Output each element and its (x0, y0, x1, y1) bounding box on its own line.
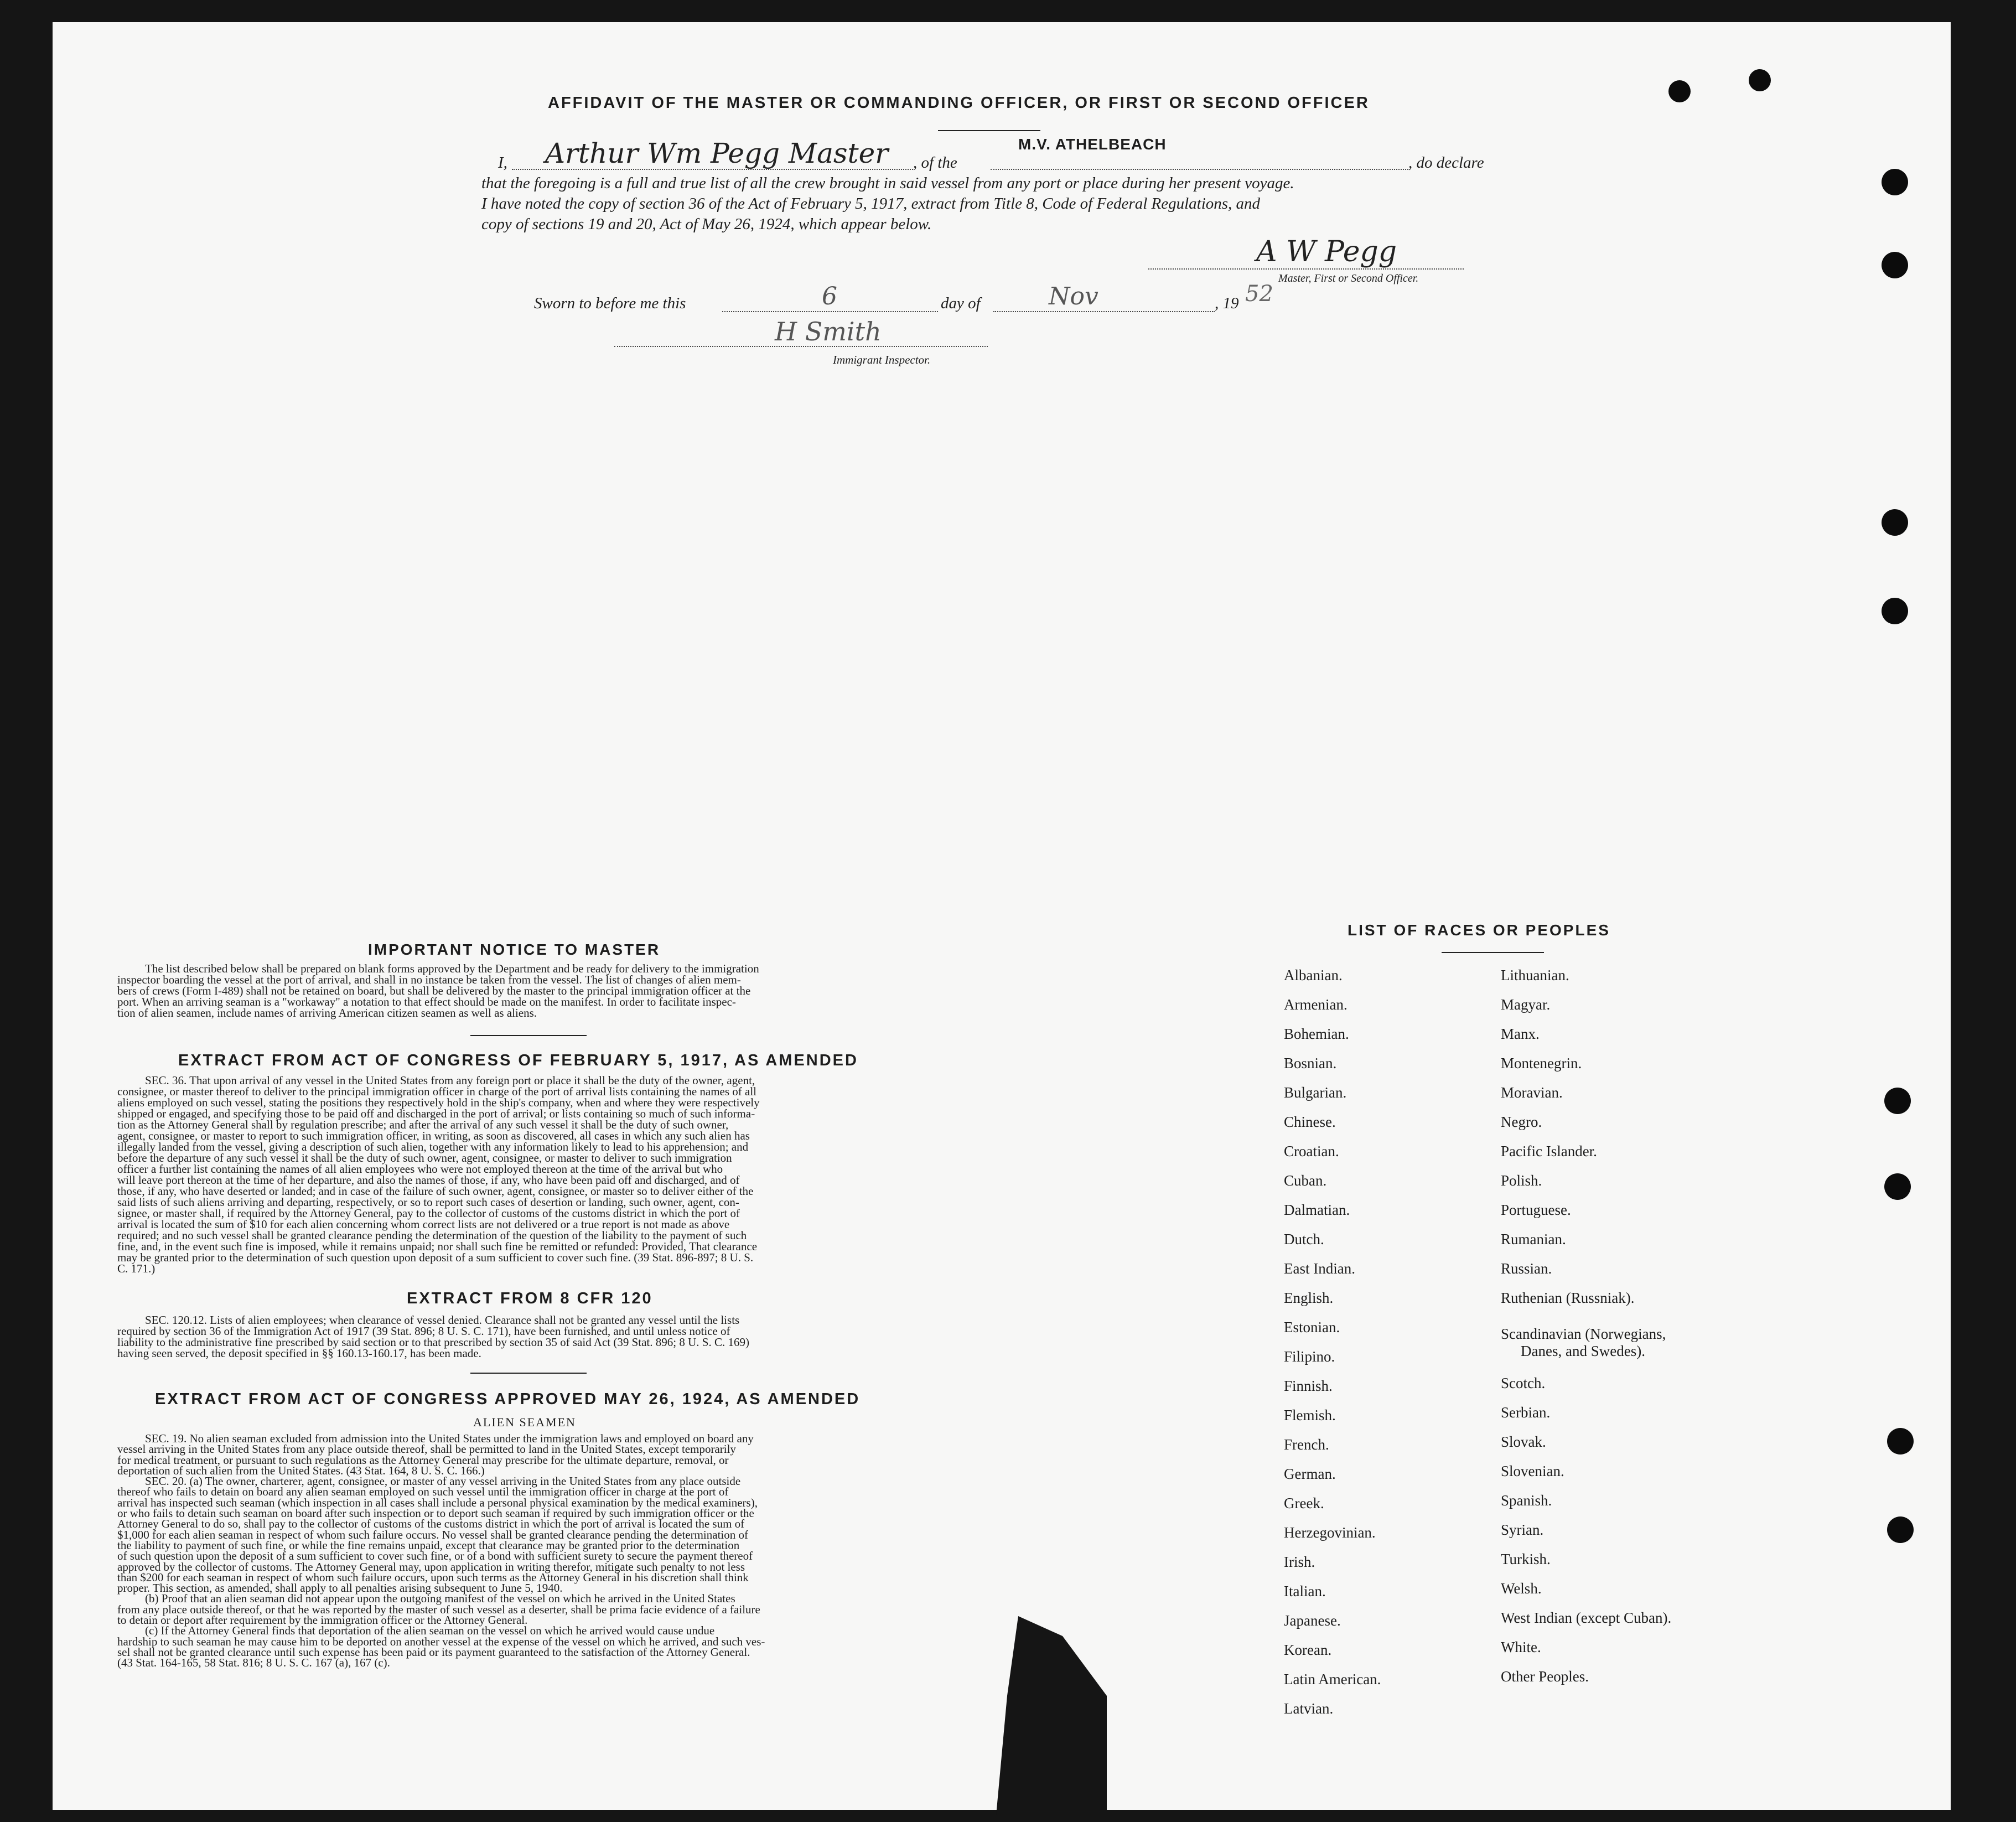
text-line: deportation of such alien from the United States. (43 Stat. 164, 8 U. S. C. 166.) (117, 1463, 485, 1477)
divider (938, 130, 1040, 131)
race-item: Serbian. (1501, 1404, 1551, 1421)
text-line: agent, consignee, or master to report to such immigration officer, in writing, as soon as discovered, all cases in which any such alien has (117, 1129, 750, 1142)
signature-caption: Master, First or Second Officer. (1278, 272, 1419, 284)
extract-cfr-title: EXTRACT FROM 8 CFR 120 (407, 1290, 653, 1307)
text-line: (b) Proof that an alien seaman did not appear upon the outgoing manifest of the vessel on which he arrived in the United States (145, 1592, 735, 1606)
punch-hole (1884, 1173, 1911, 1200)
race-item: Welsh. (1501, 1580, 1542, 1597)
text-line: bers of crews (Form I-489) shall not be retained on board, but shall be delivered by the master to the principal immigration officer at the (117, 984, 751, 997)
race-item: Slovenian. (1501, 1463, 1564, 1479)
race-item: English. (1284, 1290, 1334, 1306)
text-line: fine, and, in the event such fine is imposed, while it remains unpaid; nor shall such fine be remitted or refunded: Provided, That clearance (117, 1240, 758, 1253)
text-line: thereof who fails to detain on board any alien seaman employed on such vessel until the immigration officer in charge at the port of (117, 1485, 729, 1499)
punch-hole (1887, 1516, 1914, 1543)
vessel-line (991, 169, 1408, 170)
text-line: than $200 for each seaman in respect of whom such failure occurs, upon such terms as the Attorney General in his discretion shall think (117, 1570, 749, 1584)
text-line: officer a further list containing the names of all alien employees who were not employed thereon at the time of the arrival but who (117, 1162, 723, 1176)
punch-hole (1884, 1088, 1911, 1114)
text-line: having seen served, the deposit specified in §§ 160.13-160.17, has been made. (117, 1347, 481, 1360)
name-line (512, 169, 913, 170)
extract-1924-text (117, 1433, 942, 1669)
text-line: SEC. 19. No alien seaman excluded from admission into the United States under the immigration laws and employed on board any (145, 1432, 754, 1445)
race-item: Estonian. (1284, 1319, 1340, 1336)
text-line: before the departure of any such vessel it shall be the duty of such owner, agent, consignee, or master to deliver to such immigration (117, 1151, 732, 1164)
race-item: Bosnian. (1284, 1055, 1337, 1072)
notice-text (117, 963, 942, 1018)
day-value: 6 (822, 282, 837, 310)
extract-1917-title: EXTRACT FROM ACT OF CONGRESS OF FEBRUARY 5, 1917, AS AMENDED (178, 1052, 858, 1069)
sworn-label: Sworn to before me this (534, 294, 686, 312)
race-item: Ruthenian (Russniak). (1501, 1290, 1635, 1306)
race-item: Dutch. (1284, 1231, 1324, 1248)
race-item: Bohemian. (1284, 1026, 1349, 1042)
signature-line (1148, 268, 1464, 270)
race-item: Lithuanian. (1501, 967, 1569, 984)
text-line: tion of alien seamen, include names of arriving American citizen seamen as well as aliens. (117, 1006, 537, 1019)
races-title: LIST OF RACES OR PEOPLES (1348, 922, 1610, 939)
race-item: Polish. (1501, 1172, 1542, 1189)
race-item: Irish. (1284, 1554, 1315, 1570)
race-item: Negro. (1501, 1114, 1542, 1130)
divider (470, 1035, 587, 1036)
race-item: Filipino. (1284, 1348, 1335, 1365)
text-line: vessel arriving in the United States from any place outside thereof, shall be permitted to land in the United States, except temporarily (117, 1442, 736, 1456)
extract-cfr-text (117, 1314, 942, 1359)
text-line: liability to the administrative fine prescribed by said section or to that prescribed by section 35 of said Act (39 Stat. 896; 8 U. S. C. 169) (117, 1336, 749, 1349)
race-item: Greek. (1284, 1495, 1324, 1512)
text-line: said lists of such aliens arriving and departing, respectively, or so to report such cases of desertion or landing, such owner, agent, con- (117, 1195, 739, 1209)
text-line: arrival has inspected such seaman (which inspection in all cases shall include a personal physical examination by the medical examiners), (117, 1495, 758, 1509)
day-of-label: day of (941, 294, 981, 312)
race-item: Croatian. (1284, 1143, 1339, 1160)
text-line: arrival is located the sum of $10 for each alien concerning whom correct lists are not delivered or a true report is not made as above (117, 1218, 730, 1231)
race-item: Finnish. (1284, 1378, 1333, 1394)
text-line: C. 171.) (117, 1262, 156, 1275)
race-item: East Indian. (1284, 1260, 1355, 1277)
race-item: Armenian. (1284, 996, 1348, 1013)
race-item: Moravian. (1501, 1084, 1563, 1101)
text-line: hardship to such seaman he may cause him to be deported on another vessel at the expense of the vessel on which he arrived, and such ves- (117, 1634, 765, 1648)
affidavit-title: AFFIDAVIT OF THE MASTER OR COMMANDING OFFICER, OR FIRST OR SECOND OFFICER (548, 94, 1370, 112)
master-signature: A W Pegg (1256, 235, 1397, 268)
text-line: of such question upon the deposit of a sum sufficient to cover such fine, or of a bond with sufficient surety to secure the payment thereof (117, 1549, 753, 1563)
text-line: signee, or master shall, if required by the Attorney General, pay to the collector of customs of the customs district in which the port of (117, 1207, 740, 1220)
text-line: to detain or deport after requirement by the immigration officer or the Attorney General. (117, 1613, 528, 1627)
race-item: Herzegovinian. (1284, 1524, 1376, 1541)
race-item: Spanish. (1501, 1492, 1552, 1509)
affidavit-line-4: copy of sections 19 and 20, Act of May 26, 1924, which appear below. (481, 215, 932, 233)
affidavit-line-3: I have noted the copy of section 36 of the Act of February 5, 1917, extract from Title 8, Code of Federal Regulations, and (481, 195, 1261, 213)
text-line: The list described below shall be prepared on blank forms approved by the Department and be ready for delivery to the immigration (145, 962, 759, 975)
race-item: Dalmatian. (1284, 1202, 1350, 1218)
race-item: Manx. (1501, 1026, 1540, 1042)
punch-hole (1882, 598, 1908, 624)
month-value: Nov (1049, 282, 1098, 310)
text-line: $1,000 for each alien seaman in respect of whom such failure occurs. No vessel shall be granted clearance pending the determination of (117, 1528, 748, 1541)
year-prefix: , 19 (1215, 294, 1239, 312)
punch-hole (1668, 80, 1691, 102)
text-line: those, if any, who have deserted or landed; and in case of the failure of such owner, agent, consignee, or master so to deliver either of the (117, 1184, 754, 1198)
race-item: Magyar. (1501, 996, 1551, 1013)
do-declare-label: , do declare (1408, 154, 1484, 172)
text-line: sel shall not be granted clearance until such expense has been paid or its payment guaranteed to the satisfaction of the Attorney General. (117, 1645, 750, 1659)
race-item: Korean. (1284, 1642, 1332, 1658)
race-item: Rumanian. (1501, 1231, 1566, 1248)
text-line: aliens employed on such vessel, stating the positions they respectively hold in the ship's company, when and where they were respectively (117, 1096, 760, 1109)
day-line (722, 311, 938, 312)
race-item: Latvian. (1284, 1700, 1334, 1717)
inspector-line (614, 346, 988, 347)
text-line: SEC. 120.12. Lists of alien employees; when clearance of vessel denied. Clearance shall not be granted any vessel until the lists (145, 1313, 740, 1327)
text-line: Attorney General to do so, shall pay to the collector of customs of the customs district in which the port of arrival is located the sum of (117, 1517, 745, 1531)
extract-1924-title: EXTRACT FROM ACT OF CONGRESS APPROVED MAY 26, 1924, AS AMENDED (155, 1390, 861, 1408)
race-item: Other Peoples. (1501, 1668, 1589, 1685)
inspector-signature: H Smith (775, 317, 882, 346)
race-item: Scotch. (1501, 1375, 1546, 1391)
race-item: Russian. (1501, 1260, 1552, 1277)
race-item: Albanian. (1284, 967, 1343, 984)
divider (1442, 952, 1544, 953)
punch-hole (1887, 1428, 1914, 1455)
text-line: proper. This section, as amended, shall apply to all penalties arising subsequent to June 5, 1940. (117, 1581, 563, 1595)
notice-title: IMPORTANT NOTICE TO MASTER (368, 941, 661, 958)
text-line: will leave port thereon at the time of her departure, and also the names of those, if any, who have been paid off and discharged, and of (117, 1173, 740, 1187)
text-line: required by section 36 of the Immigration Act of 1917 (39 Stat. 896; 8 U. S. C. 171), have been furnished, and until unless notice of (117, 1324, 730, 1338)
text-line: or who fails to detain such seaman on board after such inspection or to deport such seaman if required by such immigration officer or the (117, 1507, 754, 1520)
text-line: (43 Stat. 164-165, 58 Stat. 816; 8 U. S. C. 167 (a), 167 (c). (117, 1656, 390, 1670)
race-item: Chinese. (1284, 1114, 1336, 1130)
text-line: the liability to payment of such fine, or while the fine remains unpaid, except that clearance may be granted prior to the determination (117, 1538, 740, 1552)
extract-1924-subtitle: ALIEN SEAMEN (473, 1415, 576, 1429)
month-line (993, 311, 1215, 312)
text-line: SEC. 20. (a) The owner, charterer, agent, consignee, or master of any vessel arriving in the United States from any place outside (145, 1474, 741, 1488)
text-line: for medical treatment, or pursuant to such regulations as the Attorney General may prescribe for the ultimate departure, removal, or (117, 1453, 729, 1467)
extract-1917-text (117, 1075, 942, 1274)
punch-hole (1882, 252, 1908, 278)
text-line: inspector boarding the vessel at the port of arrival, and shall in no instance be taken from the vessel. The list of changes of alien mem- (117, 973, 741, 986)
race-item: West Indian (except Cuban). (1501, 1609, 1672, 1626)
race-item: French. (1284, 1436, 1329, 1453)
race-item: White. (1501, 1639, 1541, 1655)
text-line: shipped or engaged, and specifying those to be paid off and discharged in the port of arrival; or lists containing so much of such informa- (117, 1107, 755, 1120)
race-item: Bulgarian. (1284, 1084, 1347, 1101)
vessel-name: M.V. ATHELBEACH (1018, 136, 1167, 153)
race-item: Portuguese. (1501, 1202, 1571, 1218)
race-item: Japanese. (1284, 1612, 1341, 1629)
divider (470, 1373, 587, 1374)
punch-hole (1882, 509, 1908, 536)
race-item: German. (1284, 1466, 1336, 1482)
text-line: illegally landed from the vessel, giving a description of such alien, together with any information likely to lead to his apprehension; and (117, 1140, 749, 1153)
i-label: I, (498, 154, 507, 172)
race-item: Danes, and Swedes). (1521, 1343, 1645, 1359)
handwritten-master-name: Arthur Wm Pegg Master (545, 137, 889, 169)
text-line: SEC. 36. That upon arrival of any vessel in the United States from any foreign port or place it shall be the duty of the owner, agent, (145, 1074, 755, 1087)
text-line: approved by the collector of customs. The Attorney General may, upon application in writing therefor, mitigate such penalty to not less (117, 1560, 745, 1573)
punch-hole (1882, 169, 1908, 195)
race-item: Flemish. (1284, 1407, 1336, 1424)
punch-hole (1749, 69, 1771, 91)
race-item: Latin American. (1284, 1671, 1381, 1688)
text-line: port. When an arriving seaman is a "workaway" a notation to that effect should be made on the manifest. In order to facilitate inspec- (117, 995, 736, 1008)
text-line: consignee, or master thereof to deliver to the principal immigration officer in charge of the port of arrival lists containing the names of all (117, 1085, 757, 1098)
race-item: Syrian. (1501, 1521, 1544, 1538)
text-line: tion as the Attorney General shall by regulation prescribe; and after the arrival of any such vessel it shall be the duty of such owner, (117, 1118, 729, 1131)
race-item: Slovak. (1501, 1433, 1546, 1450)
race-item: Italian. (1284, 1583, 1326, 1600)
race-item: Pacific Islander. (1501, 1143, 1597, 1160)
year-value: 52 (1245, 281, 1273, 307)
race-item: Montenegrin. (1501, 1055, 1582, 1072)
race-item: Turkish. (1501, 1551, 1551, 1567)
inspector-caption: Immigrant Inspector. (833, 353, 931, 366)
affidavit-line-2: that the foregoing is a full and true list of all the crew brought in said vessel from any port or place during her present voyage. (481, 174, 1294, 192)
text-line: required; and no such vessel shall be granted clearance pending the determination of the question of the liability to the payment of such (117, 1229, 747, 1242)
race-item: Scandinavian (Norwegians, (1501, 1326, 1666, 1342)
text-line: from any place outside thereof, or that he was reported by the master of such vessel as a deserter, shall be prima facie evidence of a failure (117, 1602, 760, 1616)
text-line: (c) If the Attorney General finds that deportation of the alien seaman on the vessel on which he arrived would cause undue (145, 1624, 715, 1638)
of-the-label: , of the (913, 154, 957, 172)
text-line: may be granted prior to the determination of such question upon deposit of a sum sufficient to cover such fine. (39 Stat. 896-897; 8 U. S. (117, 1251, 754, 1264)
race-item: Cuban. (1284, 1172, 1327, 1189)
